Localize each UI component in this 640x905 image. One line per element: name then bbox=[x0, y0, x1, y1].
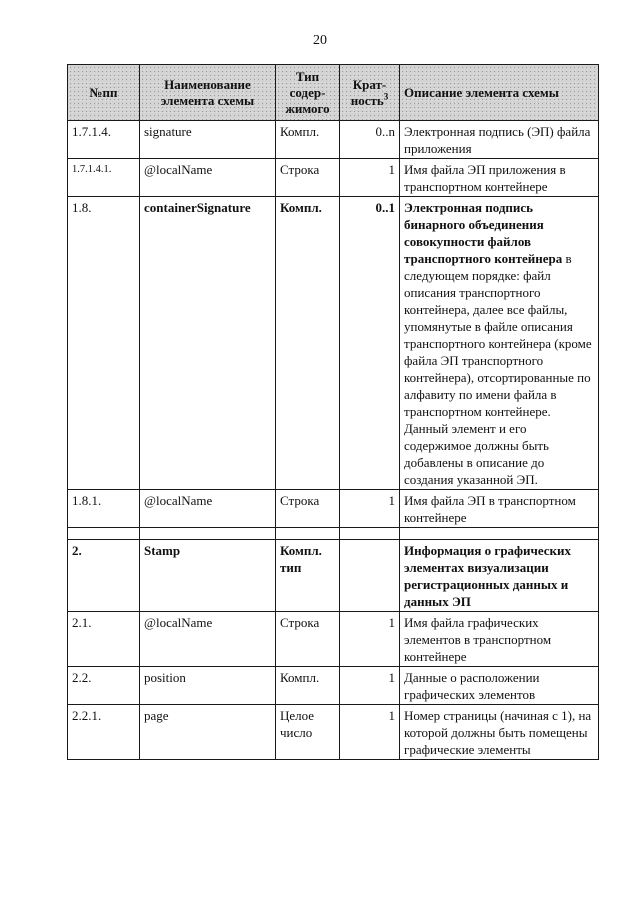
row-element-name: @localName bbox=[140, 612, 276, 667]
row-content-type: Строка bbox=[276, 612, 340, 667]
row-number: 1.8. bbox=[68, 197, 140, 490]
row-cardinality: 1 bbox=[340, 705, 400, 760]
row-description: Имя файла ЭП приложения в транспортном контейнере bbox=[400, 159, 599, 197]
row-number: 2.2. bbox=[68, 667, 140, 705]
row-description bbox=[400, 197, 599, 490]
table-row bbox=[68, 159, 599, 197]
row-number: 2.1. bbox=[68, 612, 140, 667]
row-description-rest: в следующем порядке: файл описания транспортного контейнера, далее все файлы, упомянутые в файле описания транспортного контейнера (кроме файла ЭП транспортного контейнера), отсортированные по алфавиту по имени файла в транспортном контейнере. Данный элемент и его содержимое должны быть добавлены в описание до создания указанной ЭП. bbox=[404, 251, 592, 487]
row-element-name: signature bbox=[140, 121, 276, 159]
table-row bbox=[68, 121, 599, 159]
header-row bbox=[68, 65, 599, 121]
row-description: Электронная подпись (ЭП) файла приложения bbox=[400, 121, 599, 159]
row-cardinality: 1 bbox=[340, 667, 400, 705]
row-content-type: Компл. bbox=[276, 197, 340, 490]
row-description: Информация о графических элементах визуализации регистрационных данных и данных ЭП bbox=[400, 540, 599, 612]
row-element-name: @localName bbox=[140, 490, 276, 528]
table-row bbox=[68, 490, 599, 528]
table-row bbox=[68, 197, 599, 490]
table-row bbox=[68, 705, 599, 760]
row-number: 1.8.1. bbox=[68, 490, 140, 528]
header-cardinality-label: Крат-ность bbox=[350, 77, 387, 108]
row-description-bold: Электронная подпись бинарного объединения совокупности файлов транспортного контейнера bbox=[404, 200, 563, 266]
row-description: Номер страницы (начиная с 1), на которой должны быть помещены графические элементы bbox=[400, 705, 599, 760]
header-element-name: Наименование элемента схемы bbox=[140, 65, 276, 121]
row-number: 2.2.1. bbox=[68, 705, 140, 760]
header-description: Описание элемента схемы bbox=[400, 65, 599, 121]
table-row bbox=[68, 612, 599, 667]
row-description: Данные о расположении графических элементов bbox=[400, 667, 599, 705]
row-content-type: Строка bbox=[276, 159, 340, 197]
row-description: Имя файла ЭП в транспортном контейнере bbox=[400, 490, 599, 528]
row-element-name: position bbox=[140, 667, 276, 705]
header-content-type: Тип содер-жимого bbox=[276, 65, 340, 121]
row-content-type: Компл. bbox=[276, 121, 340, 159]
row-cardinality: 1 bbox=[340, 612, 400, 667]
row-element-name: containerSignature bbox=[140, 197, 276, 490]
header-cardinality-footnote: 3 bbox=[383, 91, 389, 102]
row-number: 1.7.1.4.1. bbox=[68, 159, 140, 197]
row-element-name: Stamp bbox=[140, 540, 276, 612]
row-cardinality bbox=[340, 540, 400, 612]
row-content-type: Строка bbox=[276, 490, 340, 528]
row-cardinality: 1 bbox=[340, 159, 400, 197]
row-number: 1.7.1.4. bbox=[68, 121, 140, 159]
row-description: Имя файла графических элементов в транспортном контейнере bbox=[400, 612, 599, 667]
row-element-name: @localName bbox=[140, 159, 276, 197]
row-element-name: page bbox=[140, 705, 276, 760]
header-number: №пп bbox=[68, 65, 140, 121]
table-row bbox=[68, 667, 599, 705]
row-cardinality: 0..1 bbox=[340, 197, 400, 490]
row-cardinality: 0..n bbox=[340, 121, 400, 159]
separator-row bbox=[68, 528, 599, 540]
row-content-type: Компл. тип bbox=[276, 540, 340, 612]
header-cardinality bbox=[340, 65, 400, 121]
row-cardinality: 1 bbox=[340, 490, 400, 528]
row-content-type: Целое число bbox=[276, 705, 340, 760]
table-row bbox=[68, 540, 599, 612]
page-number: 20 bbox=[313, 33, 327, 48]
schema-table bbox=[67, 64, 599, 760]
row-content-type: Компл. bbox=[276, 667, 340, 705]
row-number: 2. bbox=[68, 540, 140, 612]
